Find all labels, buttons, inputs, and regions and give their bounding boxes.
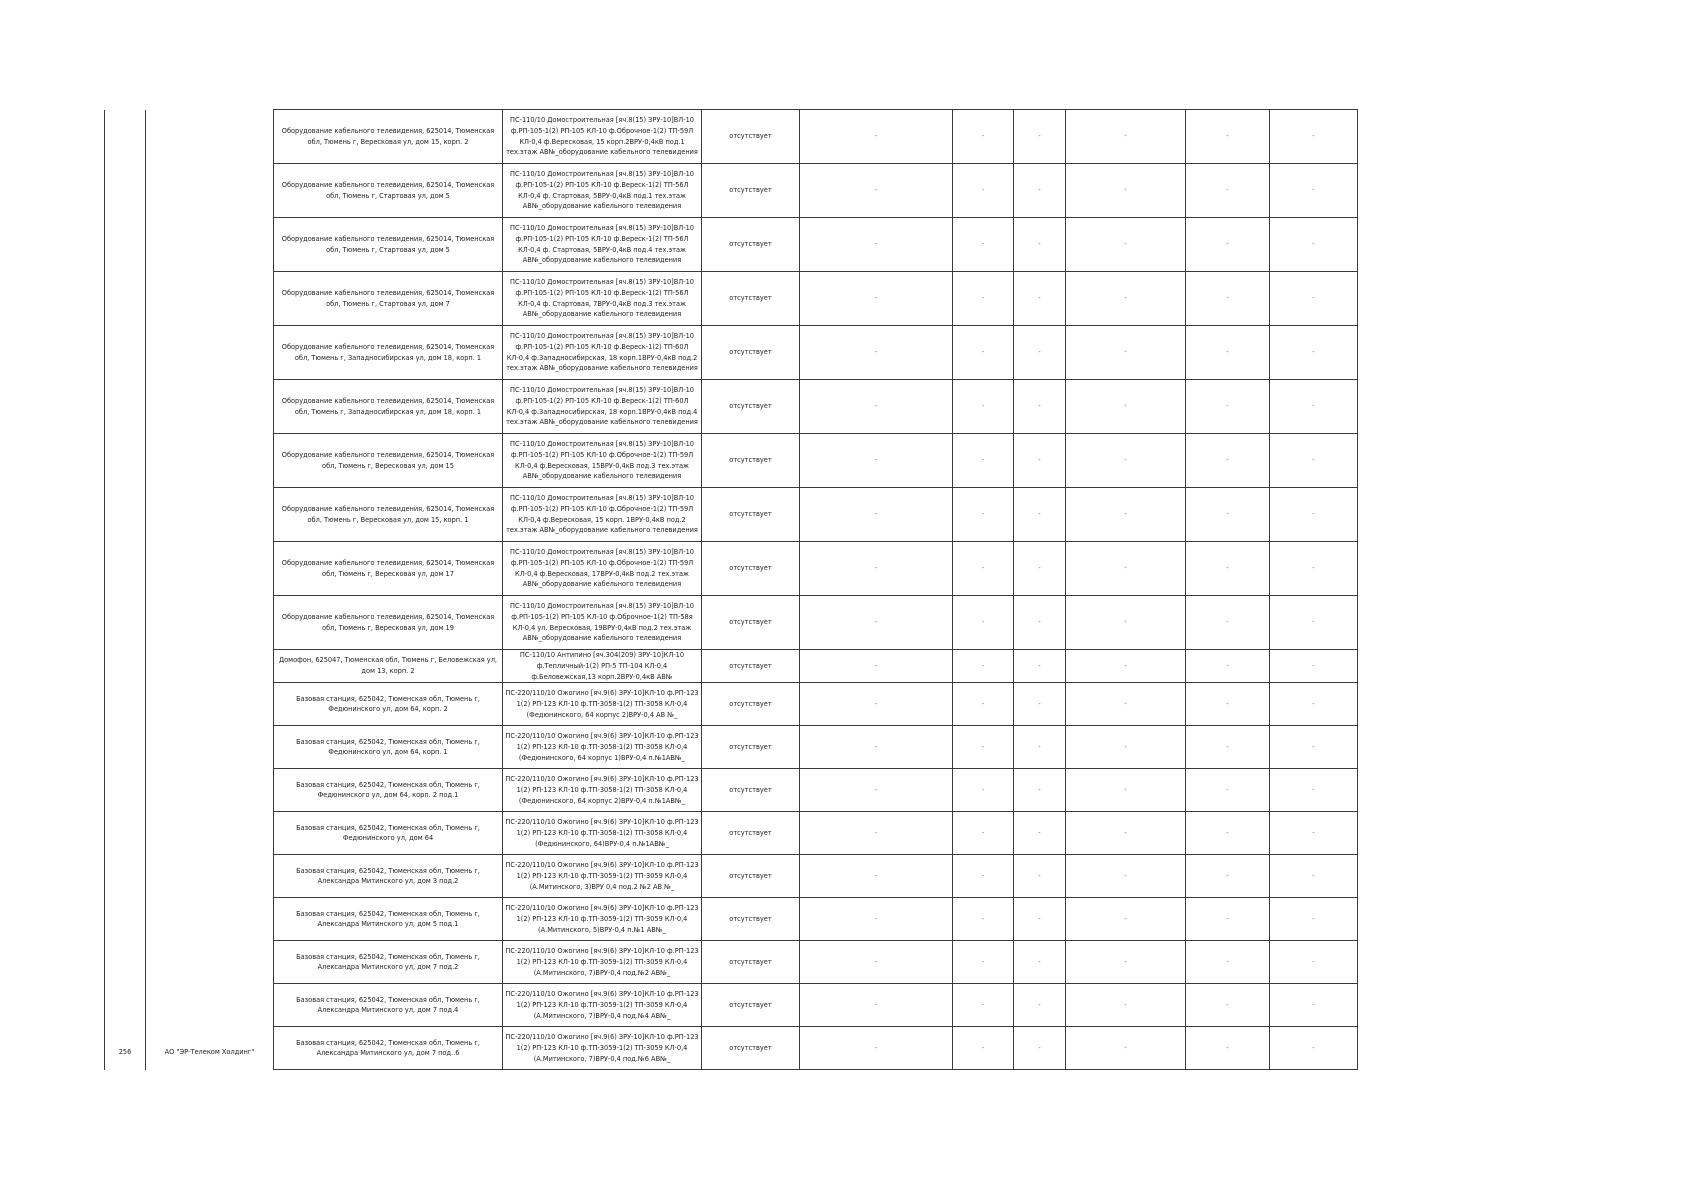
object-cell: Оборудование кабельного телевидения, 625014, Тюменская обл, Тюмень г, Вересковая ул, дом 19 — [274, 596, 503, 650]
empty-value-cell: - — [1270, 434, 1358, 488]
empty-value-cell: - — [1014, 164, 1066, 218]
object-cell: Базовая станция, 625042, Тюменская обл, Тюмень г, Александра Митинского ул, дом 7 под.2 — [274, 941, 503, 984]
status-cell: отсутствует — [702, 434, 800, 488]
empty-value-cell: - — [953, 898, 1014, 941]
empty-value-cell: - — [1014, 769, 1066, 812]
empty-value-cell: - — [1066, 596, 1186, 650]
empty-value-cell: - — [800, 380, 953, 434]
object-cell: Базовая станция, 625042, Тюменская обл, Тюмень г, Александра Митинского ул, дом 7 под..6 — [274, 1027, 503, 1070]
object-cell: Домофон, 625047, Тюменская обл, Тюмень г, Беловежская ул, дом 13, корп. 2 — [274, 650, 503, 683]
empty-value-cell: - — [1186, 488, 1270, 542]
object-cell: Оборудование кабельного телевидения, 625014, Тюменская обл, Тюмень г, Стартовая ул, дом 5 — [274, 218, 503, 272]
connection-point-cell: ПС-220/110/10 Ожогино [яч.9(6) ЗРУ-10]КЛ-10 ф.РП-123 1(2) РП-123 КЛ-10 ф.ТП-3059-1(2) ТП-3059 КЛ-0,4 (А.Митинского, 7)ВРУ-0,4 под.№6 АВ№_ — [503, 1027, 702, 1070]
object-cell: Оборудование кабельного телевидения, 625014, Тюменская обл, Тюмень г, Западносибирская ул, дом 18, корп. 1 — [274, 326, 503, 380]
empty-value-cell: - — [1066, 855, 1186, 898]
empty-value-cell: - — [953, 596, 1014, 650]
empty-value-cell: - — [1270, 683, 1358, 726]
empty-value-cell: - — [953, 650, 1014, 683]
empty-value-cell: - — [800, 218, 953, 272]
status-cell: отсутствует — [702, 769, 800, 812]
object-cell: Базовая станция, 625042, Тюменская обл, Тюмень г, Федюнинского ул, дом 64 — [274, 812, 503, 855]
status-cell: отсутствует — [702, 650, 800, 683]
empty-value-cell: - — [1066, 726, 1186, 769]
empty-value-cell: - — [953, 769, 1014, 812]
object-cell: Базовая станция, 625042, Тюменская обл, Тюмень г, Федюнинского ул, дом 64, корп. 2 под.1 — [274, 769, 503, 812]
status-cell: отсутствует — [702, 164, 800, 218]
empty-value-cell: - — [1066, 380, 1186, 434]
empty-value-cell: - — [1014, 596, 1066, 650]
empty-value-cell: - — [953, 110, 1014, 164]
status-cell: отсутствует — [702, 726, 800, 769]
empty-value-cell: - — [953, 272, 1014, 326]
empty-value-cell: - — [1186, 941, 1270, 984]
table-row — [105, 1027, 1358, 1070]
empty-value-cell: - — [800, 1027, 953, 1070]
empty-value-cell: - — [800, 769, 953, 812]
object-cell: Оборудование кабельного телевидения, 625014, Тюменская обл, Тюмень г, Западносибирская ул, дом 18, корп. 1 — [274, 380, 503, 434]
empty-value-cell: - — [953, 941, 1014, 984]
empty-value-cell: - — [1186, 164, 1270, 218]
empty-value-cell: - — [1270, 380, 1358, 434]
empty-value-cell: - — [953, 326, 1014, 380]
empty-value-cell: - — [1014, 650, 1066, 683]
empty-value-cell: - — [800, 110, 953, 164]
object-cell: Базовая станция, 625042, Тюменская обл, Тюмень г, Федюнинского ул, дом 64, корп. 2 — [274, 683, 503, 726]
empty-value-cell: - — [800, 941, 953, 984]
empty-value-cell: - — [1066, 326, 1186, 380]
connection-point-cell: ПС-220/110/10 Ожогино [яч.9(6) ЗРУ-10]КЛ-10 ф.РП-123 1(2) РП-123 КЛ-10 ф.ТП-3059-1(2) ТП-3059 КЛ-0,4 (А.Митинского, 3)ВРУ 0,4 под.2 №2 АВ №_ — [503, 855, 702, 898]
empty-value-cell: - — [1186, 218, 1270, 272]
connection-point-cell: ПС-220/110/10 Ожогино [яч.9(6) ЗРУ-10]КЛ-10 ф.РП-123 1(2) РП-123 КЛ-10 ф.ТП-3059-1(2) ТП-3059 КЛ-0,4 (А.Митинского, 7)ВРУ-0,4 под.№4 АВ№_ — [503, 984, 702, 1027]
empty-value-cell: - — [800, 650, 953, 683]
empty-value-cell: - — [800, 812, 953, 855]
connection-point-cell: ПС-110/10 Домостроительная [яч.8(15) ЗРУ-10]ВЛ-10 ф.РП-105-1(2) РП-105 КЛ-10 ф.Оброчное-1(2) ТП-59Л КЛ-0,4 ф.Вересковая, 15ВРУ-0,4кВ под.3 тех.этаж АВ№_оборудование кабельного телевидения — [503, 434, 702, 488]
empty-value-cell: - — [1186, 683, 1270, 726]
table-row — [105, 218, 1358, 272]
empty-value-cell: - — [1186, 380, 1270, 434]
empty-value-cell: - — [1270, 726, 1358, 769]
empty-value-cell: - — [953, 434, 1014, 488]
empty-value-cell: - — [1270, 218, 1358, 272]
empty-value-cell: - — [1014, 326, 1066, 380]
connection-point-cell: ПС-110/10 Домостроительная [яч.8(15) ЗРУ-10]ВЛ-10 ф.РП-105-1(2) РП-105 КЛ-10 ф.Вереск-1(2) ТП-56Л КЛ-0,4 ф. Стартовая, 5ВРУ-0,4кВ под.4 тех.этаж АВ№_оборудование кабельного телевидения — [503, 218, 702, 272]
empty-value-cell: - — [1014, 726, 1066, 769]
empty-value-cell: - — [800, 683, 953, 726]
table-row — [105, 434, 1358, 488]
empty-value-cell: - — [1014, 272, 1066, 326]
table-row — [105, 380, 1358, 434]
empty-value-cell: - — [953, 683, 1014, 726]
empty-value-cell: - — [1066, 1027, 1186, 1070]
status-cell: отсутствует — [702, 326, 800, 380]
connection-point-cell: ПС-220/110/10 Ожогино [яч.9(6) ЗРУ-10]КЛ-10 ф.РП-123 1(2) РП-123 КЛ-10 ф.ТП-3059-1(2) ТП-3059 КЛ-0,4 (А.Митинского, 7)ВРУ-0,4 под.№2 АВ№_ — [503, 941, 702, 984]
empty-value-cell: - — [1014, 1027, 1066, 1070]
empty-value-cell: - — [1270, 898, 1358, 941]
empty-value-cell: - — [953, 218, 1014, 272]
empty-value-cell: - — [1066, 542, 1186, 596]
empty-value-cell: - — [1270, 272, 1358, 326]
table-row — [105, 326, 1358, 380]
empty-value-cell: - — [1014, 855, 1066, 898]
object-cell: Оборудование кабельного телевидения, 625014, Тюменская обл, Тюмень г, Вересковая ул, дом 15, корп. 1 — [274, 488, 503, 542]
object-cell: Базовая станция, 625042, Тюменская обл, Тюмень г, Федюнинского ул, дом 64, корп. 1 — [274, 726, 503, 769]
empty-value-cell: - — [953, 812, 1014, 855]
status-cell: отсутствует — [702, 380, 800, 434]
empty-value-cell: - — [1066, 941, 1186, 984]
status-cell: отсутствует — [702, 110, 800, 164]
empty-value-cell: - — [800, 542, 953, 596]
empty-value-cell: - — [1186, 984, 1270, 1027]
consumer-table — [104, 109, 1358, 1070]
empty-value-cell: - — [1066, 812, 1186, 855]
empty-value-cell: - — [953, 488, 1014, 542]
connection-point-cell: ПС-110/10 Домостроительная [яч.8(15) ЗРУ-10]ВЛ-10 ф.РП-105-1(2) РП-105 КЛ-10 ф.Вереск-1(2) ТП-56Л КЛ-0,4 ф. Стартовая, 5ВРУ-0,4кВ под.1 тех.этаж АВ№_оборудование кабельного телевидения — [503, 164, 702, 218]
table-row — [105, 941, 1358, 984]
table-row — [105, 542, 1358, 596]
status-cell: отсутствует — [702, 272, 800, 326]
empty-value-cell: - — [1014, 812, 1066, 855]
connection-point-cell: ПС-110/10 Домостроительная [яч.8(15) ЗРУ-10]ВЛ-10 ф.РП-105-1(2) РП-105 КЛ-10 ф.Вереск-1(2) ТП-60Л КЛ-0,4 ф.Западносибирская, 18 корп.1ВРУ-0,4кВ под.2 тех.этаж АВ№_оборудование кабельного телевидения — [503, 326, 702, 380]
empty-value-cell: - — [1186, 1027, 1270, 1070]
empty-value-cell: - — [1270, 164, 1358, 218]
empty-value-cell: - — [1186, 596, 1270, 650]
connection-point-cell: ПС-220/110/10 Ожогино [яч.9(6) ЗРУ-10]КЛ-10 ф.РП-123 1(2) РП-123 КЛ-10 ф.ТП-3059-1(2) ТП-3059 КЛ-0,4 (А.Митинского, 5)ВРУ-0,4 п.№1 АВ№_ — [503, 898, 702, 941]
status-cell: отсутствует — [702, 542, 800, 596]
empty-value-cell: - — [1014, 380, 1066, 434]
empty-value-cell: - — [1270, 110, 1358, 164]
empty-value-cell: - — [1186, 272, 1270, 326]
object-cell: Базовая станция, 625042, Тюменская обл, Тюмень г, Александра Митинского ул, дом 7 под.4 — [274, 984, 503, 1027]
connection-point-cell: ПС-220/110/10 Ожогино [яч.9(6) ЗРУ-10]КЛ-10 ф.РП-123 1(2) РП-123 КЛ-10 ф.ТП-3058-1(2) ТП-3058 КЛ-0,4 (Федюнинского, 64)ВРУ-0,4 п.№1АВ№_ — [503, 812, 702, 855]
table-body — [105, 110, 1358, 1070]
empty-value-cell: - — [1270, 941, 1358, 984]
empty-value-cell: - — [1014, 110, 1066, 164]
table-row — [105, 164, 1358, 218]
empty-value-cell: - — [1270, 326, 1358, 380]
empty-value-cell: - — [1066, 683, 1186, 726]
empty-value-cell: - — [800, 272, 953, 326]
empty-value-cell: - — [800, 855, 953, 898]
empty-value-cell: - — [953, 855, 1014, 898]
empty-value-cell: - — [800, 596, 953, 650]
empty-value-cell: - — [800, 164, 953, 218]
status-cell: отсутствует — [702, 683, 800, 726]
table-row — [105, 812, 1358, 855]
empty-value-cell: - — [800, 434, 953, 488]
empty-value-cell: - — [953, 726, 1014, 769]
empty-value-cell: - — [1270, 812, 1358, 855]
empty-value-cell: - — [1066, 769, 1186, 812]
connection-point-cell: ПС-220/110/10 Ожогино [яч.9(6) ЗРУ-10]КЛ-10 ф.РП-123 1(2) РП-123 КЛ-10 ф.ТП-3058-1(2) ТП-3058 КЛ-0,4 (Федюнинского, 64 корпус 2)ВРУ-0,4 АВ №_ — [503, 683, 702, 726]
empty-value-cell: - — [1014, 984, 1066, 1027]
table-row — [105, 726, 1358, 769]
empty-value-cell: - — [800, 984, 953, 1027]
empty-value-cell: - — [1014, 218, 1066, 272]
empty-value-cell: - — [1186, 898, 1270, 941]
table-row — [105, 596, 1358, 650]
connection-point-cell: ПС-110/10 Домостроительная [яч.8(15) ЗРУ-10]ВЛ-10 ф.РП-105-1(2) РП-105 КЛ-10 ф.Вереск-1(2) ТП-56Л КЛ-0,4 ф. Стартовая, 7ВРУ-0,4кВ под.3 тех.этаж АВ№_оборудование кабельного телевидения — [503, 272, 702, 326]
empty-value-cell: - — [1066, 110, 1186, 164]
table-row — [105, 488, 1358, 542]
table-row — [105, 898, 1358, 941]
status-cell: отсутствует — [702, 218, 800, 272]
empty-value-cell: - — [1066, 218, 1186, 272]
object-cell: Оборудование кабельного телевидения, 625014, Тюменская обл, Тюмень г, Стартовая ул, дом 7 — [274, 272, 503, 326]
table-row — [105, 855, 1358, 898]
status-cell: отсутствует — [702, 812, 800, 855]
empty-value-cell: - — [1186, 110, 1270, 164]
connection-point-cell: ПС-110/10 Домостроительная [яч.8(15) ЗРУ-10]ВЛ-10 ф.РП-105-1(2) РП-105 КЛ-10 ф.Оброчное-1(2) ТП-58я КЛ-0,4 ул. Вересковая, 19ВРУ-0,4кВ под.2 тех.этаж АВ№_оборудование кабельного телевидения — [503, 596, 702, 650]
status-cell: отсутствует — [702, 941, 800, 984]
object-cell: Базовая станция, 625042, Тюменская обл, Тюмень г, Александра Митинского ул, дом 5 под.1 — [274, 898, 503, 941]
empty-value-cell: - — [800, 488, 953, 542]
object-cell: Оборудование кабельного телевидения, 625014, Тюменская обл, Тюмень г, Вересковая ул, дом 17 — [274, 542, 503, 596]
empty-value-cell: - — [1066, 984, 1186, 1027]
empty-value-cell: - — [1270, 769, 1358, 812]
empty-value-cell: - — [1066, 898, 1186, 941]
empty-value-cell: - — [953, 984, 1014, 1027]
empty-value-cell: - — [1014, 898, 1066, 941]
status-cell: отсутствует — [702, 898, 800, 941]
table-row — [105, 984, 1358, 1027]
empty-value-cell: - — [953, 542, 1014, 596]
empty-value-cell: - — [1014, 542, 1066, 596]
table-row — [105, 272, 1358, 326]
empty-value-cell: - — [1066, 164, 1186, 218]
empty-value-cell: - — [1014, 941, 1066, 984]
connection-point-cell: ПС-110/10 Домостроительная [яч.8(15) ЗРУ-10]ВЛ-10 ф.РП-105-1(2) РП-105 КЛ-10 ф.Оброчное-1(2) ТП-59Л КЛ-0,4 ф.Вересковая, 17ВРУ-0,4кВ под.2 тех.этаж АВ№_оборудование кабельного телевидения — [503, 542, 702, 596]
empty-value-cell: - — [1270, 984, 1358, 1027]
connection-point-cell: ПС-220/110/10 Ожогино [яч.9(6) ЗРУ-10]КЛ-10 ф.РП-123 1(2) РП-123 КЛ-10 ф.ТП-3058-1(2) ТП-3058 КЛ-0,4 (Федюнинского, 64 корпус 2)ВРУ-0,4 п.№1АВ№_ — [503, 769, 702, 812]
empty-value-cell: - — [953, 164, 1014, 218]
empty-value-cell: - — [953, 380, 1014, 434]
empty-value-cell: - — [1014, 434, 1066, 488]
status-cell: отсутствует — [702, 1027, 800, 1070]
empty-value-cell: - — [1014, 488, 1066, 542]
table-row — [105, 769, 1358, 812]
status-cell: отсутствует — [702, 596, 800, 650]
status-cell: отсутствует — [702, 855, 800, 898]
object-cell: Оборудование кабельного телевидения, 625014, Тюменская обл, Тюмень г, Вересковая ул, дом 15 — [274, 434, 503, 488]
empty-value-cell: - — [800, 326, 953, 380]
org-name-cell: АО "ЭР-Телеком Холдинг" — [146, 110, 274, 1070]
empty-value-cell: - — [1270, 1027, 1358, 1070]
object-cell: Оборудование кабельного телевидения, 625014, Тюменская обл, Тюмень г, Вересковая ул, дом 15, корп. 2 — [274, 110, 503, 164]
table-row — [105, 683, 1358, 726]
empty-value-cell: - — [1186, 650, 1270, 683]
object-cell: Базовая станция, 625042, Тюменская обл, Тюмень г, Александра Митинского ул, дом 3 под.2 — [274, 855, 503, 898]
object-cell: Оборудование кабельного телевидения, 625014, Тюменская обл, Тюмень г, Стартовая ул, дом 5 — [274, 164, 503, 218]
empty-value-cell: - — [1066, 272, 1186, 326]
empty-value-cell: - — [1186, 855, 1270, 898]
table-row — [105, 650, 1358, 683]
empty-value-cell: - — [1014, 683, 1066, 726]
empty-value-cell: - — [1270, 650, 1358, 683]
document-sheet — [104, 109, 1358, 1070]
empty-value-cell: - — [953, 1027, 1014, 1070]
empty-value-cell: - — [1270, 596, 1358, 650]
empty-value-cell: - — [1186, 326, 1270, 380]
empty-value-cell: - — [1066, 650, 1186, 683]
org-number-cell: 256 — [105, 110, 146, 1070]
status-cell: отсутствует — [702, 488, 800, 542]
empty-value-cell: - — [1186, 726, 1270, 769]
connection-point-cell: ПС-220/110/10 Ожогино [яч.9(6) ЗРУ-10]КЛ-10 ф.РП-123 1(2) РП-123 КЛ-10 ф.ТП-3058-1(2) ТП-3058 КЛ-0,4 (Федюнинского, 64 корпус 1)ВРУ-0,4 п.№1АВ№_ — [503, 726, 702, 769]
empty-value-cell: - — [800, 898, 953, 941]
connection-point-cell: ПС-110/10 Домостроительная [яч.8(15) ЗРУ-10]ВЛ-10 ф.РП-105-1(2) РП-105 КЛ-10 ф.Вереск-1(2) ТП-60Л КЛ-0,4 ф.Западносибирская, 18 корп.1ВРУ-0,4кВ под.4 тех.этаж АВ№_оборудование кабельного телевидения — [503, 380, 702, 434]
empty-value-cell: - — [1186, 769, 1270, 812]
table-row — [105, 110, 1358, 164]
empty-value-cell: - — [1066, 434, 1186, 488]
empty-value-cell: - — [800, 726, 953, 769]
empty-value-cell: - — [1066, 488, 1186, 542]
connection-point-cell: ПС-110/10 Антипино [яч.304(209) ЗРУ-10]КЛ-10 ф.Тепличный-1(2) РП-5 ТП-104 КЛ-0,4 ф.Беловежская,13 корп.2ВРУ-0,4кВ АВ№ — [503, 650, 702, 683]
empty-value-cell: - — [1270, 488, 1358, 542]
empty-value-cell: - — [1186, 542, 1270, 596]
empty-value-cell: - — [1270, 855, 1358, 898]
empty-value-cell: - — [1186, 812, 1270, 855]
empty-value-cell: - — [1186, 434, 1270, 488]
connection-point-cell: ПС-110/10 Домостроительная [яч.8(15) ЗРУ-10]ВЛ-10 ф.РП-105-1(2) РП-105 КЛ-10 ф.Оброчное-1(2) ТП-59Л КЛ-0,4 ф.Вересковая, 15 корп.2ВРУ-0,4кВ под.1 тех.этаж АВ№_оборудование кабельного телевидения — [503, 110, 702, 164]
connection-point-cell: ПС-110/10 Домостроительная [яч.8(15) ЗРУ-10]ВЛ-10 ф.РП-105-1(2) РП-105 КЛ-10 ф.Оброчное-1(2) ТП-59Л КЛ-0,4 ф.Вересковая, 15 корп. 1ВРУ-0,4кВ под.2 тех.этаж АВ№_оборудование кабельного телевидения — [503, 488, 702, 542]
status-cell: отсутствует — [702, 984, 800, 1027]
empty-value-cell: - — [1270, 542, 1358, 596]
